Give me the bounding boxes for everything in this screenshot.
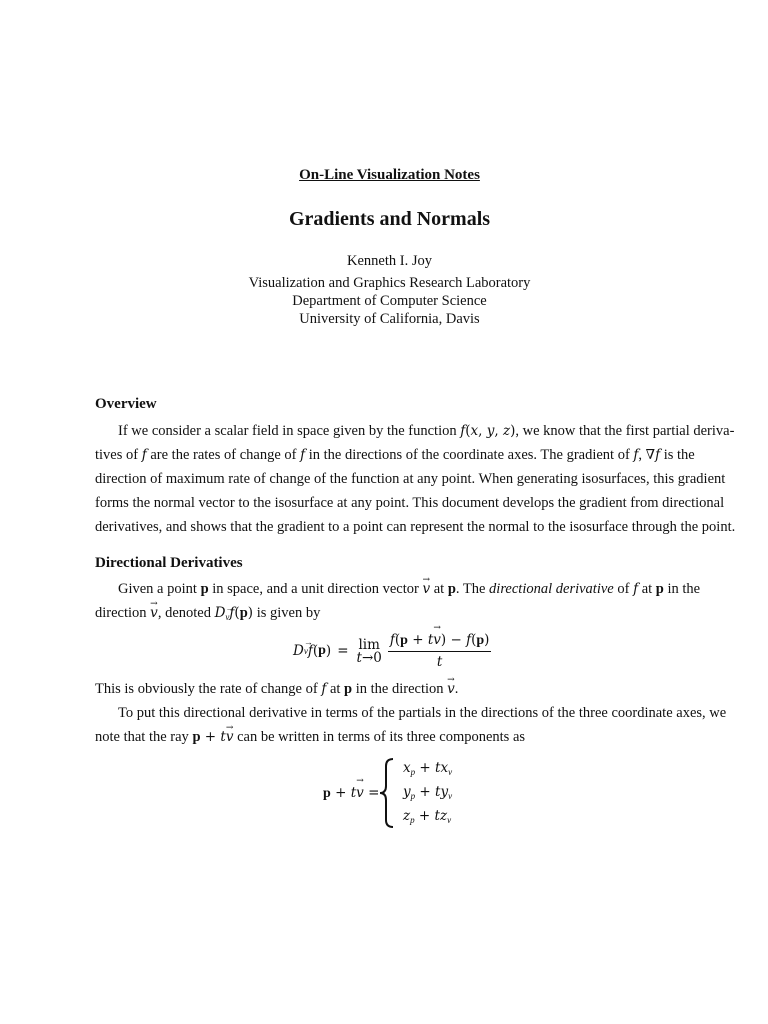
affiliation-line: University of California, Davis xyxy=(299,311,480,327)
overview-paragraph xyxy=(95,419,736,539)
text-line: This is obviously the rate of change of f at p in the direction v →. xyxy=(95,677,684,701)
equation-rows xyxy=(403,760,483,832)
affiliation-line: Visualization and Graphics Research Laboratory xyxy=(248,275,531,291)
equation-row-z: $z_p + tz_v$ xyxy=(403,808,452,825)
text-line: tives of f are the rates of change of f in the directions of the coordinate axes. The gradient of f, ∇f is the xyxy=(95,447,695,463)
author-name: Kenneth I. Joy xyxy=(347,253,432,269)
text-line: direction of maximum rate of change of the function at any point. When generating isosurfaces, this gradient xyxy=(95,471,726,487)
equation-row-y: $y_p + ty_v$ xyxy=(403,784,453,801)
text-line: Given a point p in space, and a unit direction vector v → at p. The directional derivative of f at p in the xyxy=(95,577,684,601)
author-block xyxy=(95,252,684,328)
text-line: direction v →, denoted $D_v \to f(p)$ is given by xyxy=(95,601,684,625)
text-line: If we consider a scalar field in space given by the function f(x, y, z), we know that the first partial deriva- xyxy=(118,423,735,439)
text-line: forms the normal vector to the isosurface at any point. This document develops the gradient from directional xyxy=(95,495,725,511)
directional-paragraph xyxy=(95,577,701,625)
text-line: derivatives, and shows that the gradient to a point can represent the normal to the isosurface through the point. xyxy=(95,519,736,535)
after-equation-paragraph xyxy=(95,677,727,749)
equation-lhs: p + tv → = xyxy=(323,785,379,802)
affiliation-line: Department of Computer Science xyxy=(292,293,487,309)
document-title: Gradients and Normals xyxy=(288,208,491,230)
paper-page xyxy=(95,0,736,1024)
section-heading-overview: Overview xyxy=(95,396,157,412)
directional-derivative-equation: D v → f ( p ) = lim t→0 $\frac{f(p + tv \to) - f(p)}{t}$ xyxy=(293,633,491,669)
series-title: On-Line Visualization Notes xyxy=(299,167,480,183)
text-line: To put this directional derivative in terms of the partials in the directions of the three coordinate axes, we xyxy=(118,705,727,721)
equation-row-x: $x_p + tx_v$ xyxy=(403,760,453,777)
section-heading-directional-derivatives: Directional Derivatives xyxy=(95,555,243,571)
text-line: note that the ray p + tv → can be written in terms of its three components as xyxy=(95,725,684,749)
left-brace xyxy=(378,758,396,828)
